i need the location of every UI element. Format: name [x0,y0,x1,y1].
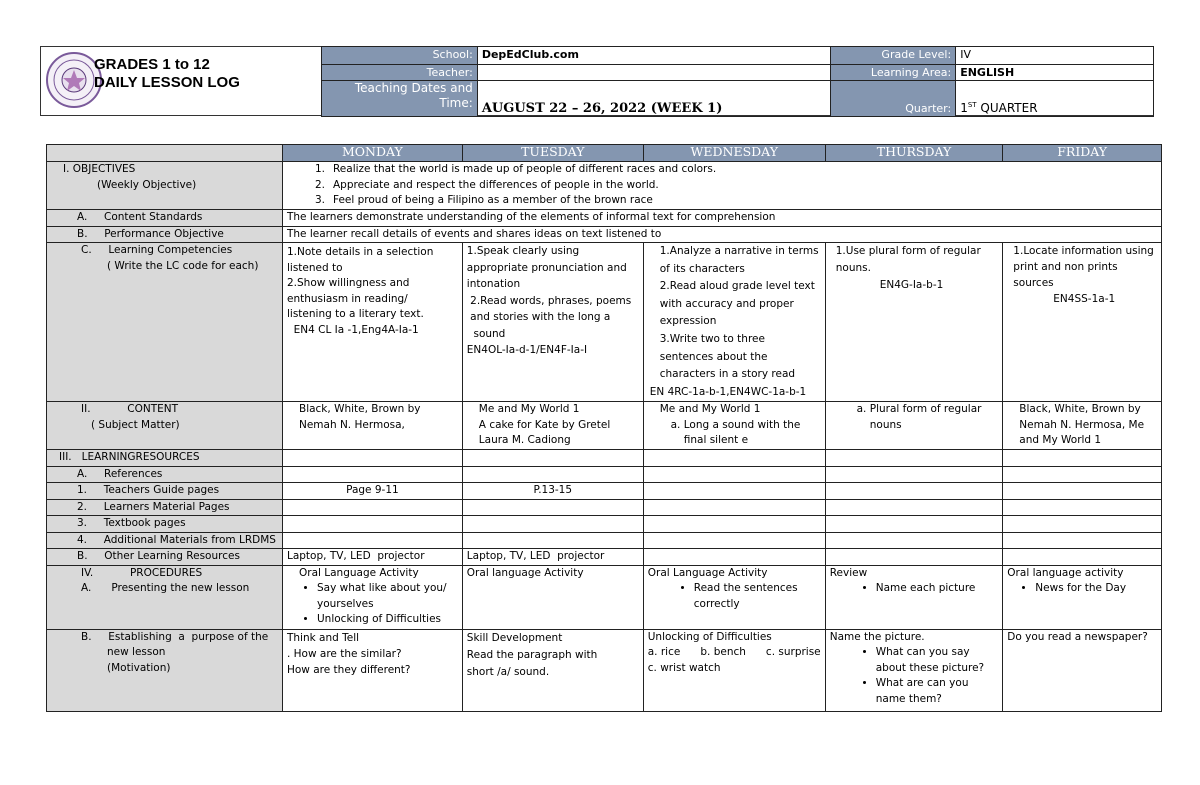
lesson-log-table [46,144,1162,712]
teaching-dates-value: AUGUST 22 – 26, 2022 (WEEK 1) [477,81,831,117]
log-title-line1: GRADES 1 to 12 [94,56,210,73]
corner-cell [47,145,283,162]
resources-label: III. LEARNINGRESOURCES [47,450,283,467]
objectives-label [47,162,283,210]
list-item: • Read the sentences correctly [694,581,821,612]
content-monday: Black, White, Brown by Nemah N. Hermosa, [282,402,462,450]
purpose-wednesday: Unlocking of Difficulties a. rice b. bench c. surprise c. wrist watch [643,629,825,711]
list-item: a. Plural form of regular nouns [870,402,999,433]
day-monday: MONDAY [282,145,462,162]
objective-item: 2. Appreciate and respect the differences of people in the world. [314,178,659,191]
grade-level-value: IV [956,47,1154,65]
school-label: School: [322,47,478,65]
teachers-guide-monday: Page 9-11 [282,483,462,500]
competencies-tuesday: 1.Speak clearly using appropriate pronunciation and intonation 2.Read words, phrases, poems and stories with the long a sound EN4OL-Ia-d-1/EN4F-Ia-I [462,243,643,402]
content-wednesday: Me and My World 1 a. Long a sound with the final silent e [643,402,825,450]
purpose-label-1: B. Establishing a purpose of the [81,630,269,643]
objective-item: 3. Feel proud of being a Filipino as a member of the brown race [314,194,653,206]
competencies-monday: 1.Note details in a selection listened to 2.Show willingness and enthusiasm in reading/ listening to a literary text. EN4 CL Ia -1,Eng4A-Ia-1 [282,243,462,402]
quarter-word: QUARTER [976,101,1038,115]
objectives-sub: (Weekly Objective) [97,178,197,191]
presenting-thursday: Review • Name each picture [825,565,1003,629]
content-standards-value: The learners demonstrate understanding of the elements of informal text for comprehension [282,210,1161,227]
teaching-dates-label [322,81,478,117]
references-label: A. References [47,466,283,483]
performance-value: The learner recall details of events and shares ideas on text listened to [282,226,1161,243]
quarter-num: 1 [960,101,968,115]
list-item: • What can you say about these picture? [876,645,999,676]
list-item: • What are can you name them? [876,676,999,707]
content-label [47,402,283,450]
school-value: DepEdClub.com [477,47,831,65]
teacher-value [477,65,831,81]
presenting-lesson-label: A. Presenting the new lesson [81,582,250,595]
grade-level-label: Grade Level: [831,47,956,65]
purpose-thursday: Name the picture. • What can you say about these picture? • What are can you name them? [825,629,1003,711]
teacher-label: Teacher: [322,65,478,81]
learning-area-label: Learning Area: [831,65,956,81]
competencies-wednesday: 1.Analyze a narrative in terms of its characters 2.Read aloud grade level text with accuracy and proper expression 3.Write two to three sentences about the characters in a story read EN 4RC-1a-b-1,EN4WC-1a-b-1 [643,243,825,402]
purpose-monday: Think and Tell . How are the similar? How are they different? [282,629,462,711]
purpose-label-3: (Motivation) [107,661,171,674]
textbook-label: 3. Textbook pages [47,516,283,533]
competencies-label [47,243,283,402]
quarter-label: Quarter: [831,81,956,117]
log-title-line2: DAILY LESSON LOG [94,74,240,91]
info-table [321,46,1154,117]
purpose-friday: Do you read a newspaper? [1003,629,1162,711]
quarter-value [956,81,1154,117]
performance-label: B. Performance Objective [47,226,283,243]
list-item: • Unlocking of Difficulties [317,612,458,628]
objective-item: 1. Realize that the world is made up of people of different races and colors. [314,163,717,175]
purpose-tuesday: Skill Development Read the paragraph with short /a/ sound. [462,629,643,711]
competencies-friday: 1.Locate information using print and non prints sources EN4SS-1a-1 [1003,243,1162,402]
day-friday: FRIDAY [1003,145,1162,162]
teaching-dates-label-1: Teaching Dates and [354,81,473,95]
list-item: • Say what like about you/ yourselves [317,581,458,612]
presenting-wednesday: Oral Language Activity • Read the sentences correctly [643,565,825,629]
content-title: II. CONTENT [81,403,179,416]
content-sub: ( Subject Matter) [91,418,180,431]
list-item: • News for the Day [1035,581,1157,597]
objectives-list [282,162,1161,210]
other-resources-monday: Laptop, TV, LED projector [282,549,462,566]
teaching-dates-label-2: Time: [439,96,473,110]
procedures-title: IV. PROCEDURES [81,566,203,579]
day-wednesday: WEDNESDAY [643,145,825,162]
other-resources-tuesday: Laptop, TV, LED projector [462,549,643,566]
additional-materials-label: 4. Additional Materials from LRDMS [47,532,283,549]
teachers-guide-tuesday: P.13-15 [462,483,643,500]
content-standards-label: A. Content Standards [47,210,283,227]
competencies-sub: ( Write the LC code for each) [107,259,259,272]
content-thursday [825,402,1003,450]
presenting-tuesday: Oral language Activity [462,565,643,629]
learning-area-value: ENGLISH [956,65,1154,81]
list-item: • Name each picture [876,581,999,597]
competencies-thursday: 1.Use plural form of regular nouns. EN4G-Ia-b-1 [825,243,1003,402]
presenting-monday: Oral Language Activity • Say what like about you/ yourselves • Unlocking of Difficulties [282,565,462,629]
learners-material-label: 2. Learners Material Pages [47,499,283,516]
competencies-title: C. Learning Competencies [81,244,233,256]
procedures-a-label [47,565,283,629]
presenting-friday: Oral language activity • News for the Day [1003,565,1162,629]
quarter-sup: ST [967,101,977,109]
other-resources-label: B. Other Learning Resources [47,549,283,566]
teachers-guide-label: 1. Teachers Guide pages [47,483,283,500]
purpose-label-2: new lesson [107,646,166,659]
list-item: a. Long a sound with the final silent e [684,418,821,449]
procedures-b-label [47,629,283,711]
objectives-title: I. OBJECTIVES [63,163,136,175]
content-friday: Black, White, Brown by Nemah N. Hermosa, Me and My World 1 [1003,402,1162,450]
day-tuesday: TUESDAY [462,145,643,162]
content-tuesday: Me and My World 1 A cake for Kate by Gretel Laura M. Cadiong [462,402,643,450]
day-thursday: THURSDAY [825,145,1003,162]
